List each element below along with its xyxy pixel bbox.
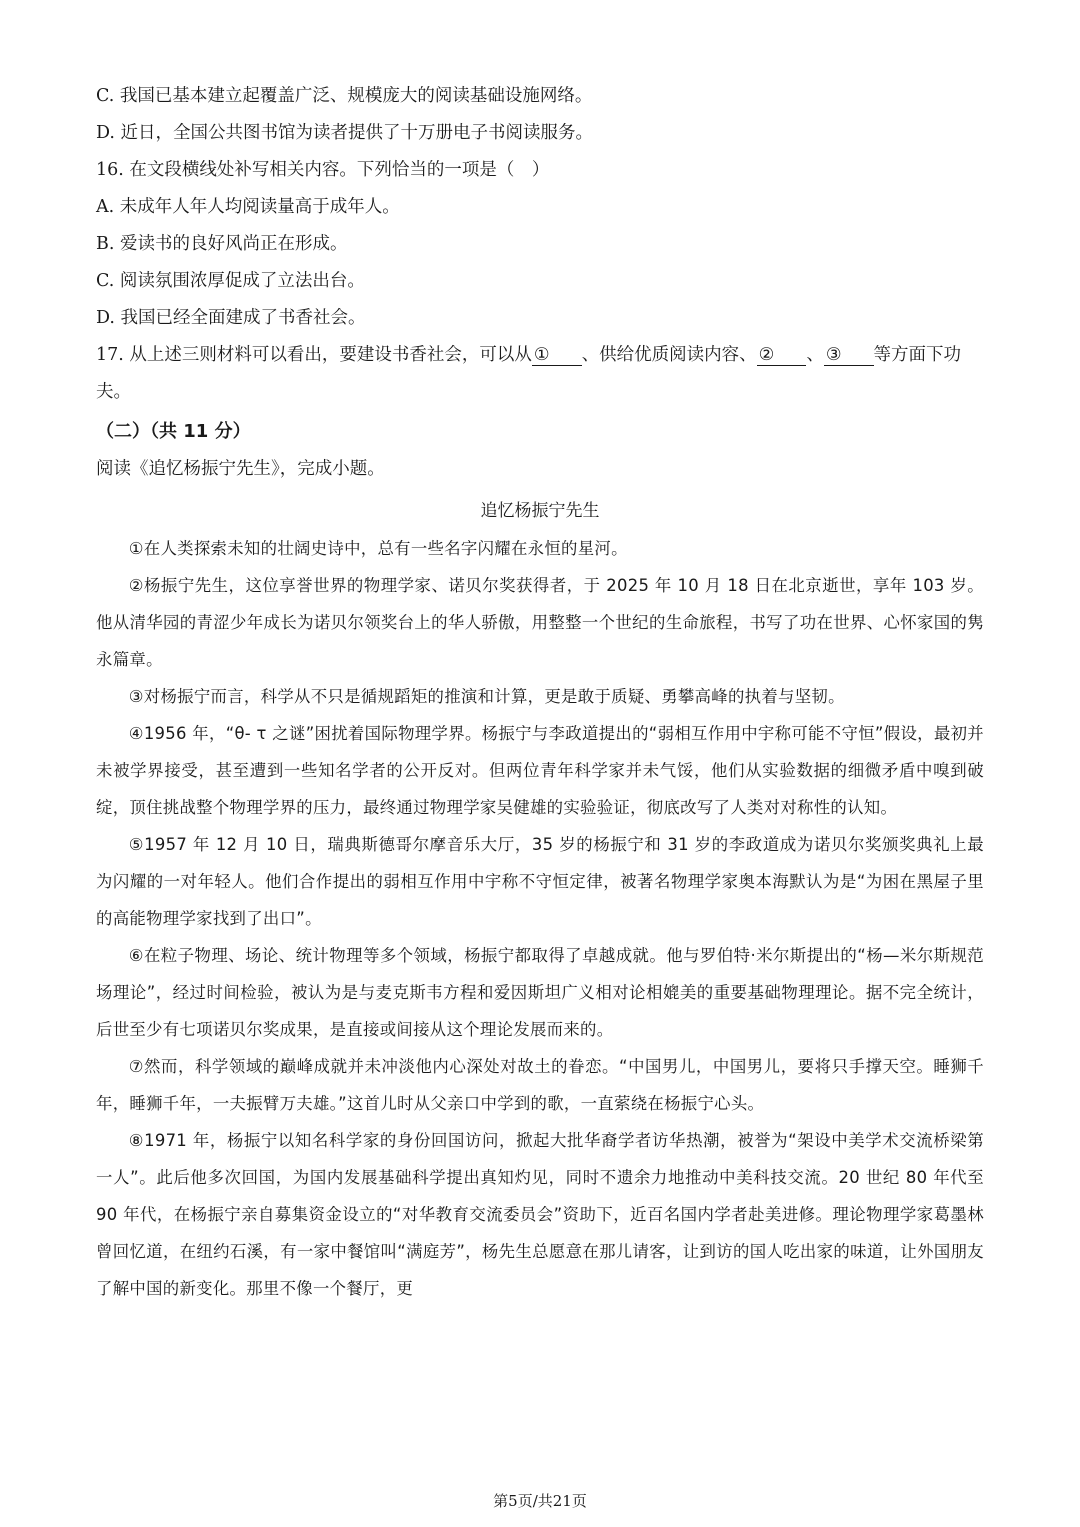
q17-text-3: 等方面下功夫。	[96, 345, 962, 402]
article-paragraph-1: ①在人类探索未知的壮阔史诗中，总有一些名字闪耀在永恒的星河。	[128, 539, 628, 558]
article-paragraph-8: ⑧1971 年，杨振宁以知名科学家的身份回国访问，掀起大批华裔学者访华热潮，被誉为“架设中美学术交流桥梁第一人”。此后他多次回国，为国内发展基础科学提出真知灼见，同时不遗余力地推动中美科技交流。20 世纪 80 年代至 90 年代，在杨振宁亲自募集资金设立的“对华教育交流委员会”资助下，近百名国内学者赴美进修。理论物理学家葛墨林曾回忆道，在纽约石溪，有一家中餐馆叫“满庭芳”，杨先生总愿意在那儿请客，让到访的国人吃出家的味道，让外国朋友了解中国的新变化。那里不像一个餐厅，更	[96, 1131, 984, 1298]
article-paragraph-2: ②杨振宁先生，这位享誉世界的物理学家、诺贝尔奖获得者，于 2025 年 10 月 18 日在北京逝世，享年 103 岁。他从清华园的青涩少年成长为诺贝尔领奖台上的华人骄傲，用整整一个世纪的生命旅程，书写了功在世界、心怀家国的隽永篇章。	[96, 576, 984, 669]
q16-option-b: B. 爱读书的良好风尚正在形成。	[96, 234, 348, 254]
document-page	[96, 78, 984, 1307]
page-number: 第5页/共21页	[493, 1492, 587, 1510]
q17-stem	[96, 337, 984, 411]
article-title: 追忆杨振宁先生	[480, 501, 600, 521]
q17-blank-1: ①	[532, 345, 582, 366]
article-paragraph-3: ③对杨振宁而言，科学从不只是循规蹈矩的推演和计算，更是敢于质疑、勇攀高峰的执着与坚韧。	[128, 687, 845, 706]
q16-option-c: C. 阅读氛围浓厚促成了立法出台。	[96, 271, 365, 291]
section-heading: （二）（共 11 分）	[96, 421, 251, 442]
q17-text-1: 17. 从上述三则材料可以看出，要建设书香社会，可以从	[96, 345, 532, 365]
section-instruction: 阅读《追忆杨振宁先生》，完成小题。	[96, 459, 385, 479]
q17-separator: 、	[806, 345, 824, 365]
article-paragraph-6: ⑥在粒子物理、场论、统计物理等多个领域，杨振宁都取得了卓越成就。他与罗伯特·米尔斯提出的“杨—米尔斯规范场理论”，经过时间检验，被认为是与麦克斯韦方程和爱因斯坦广义相对论相媲美的重要基础物理理论。据不完全统计，后世至少有七项诺贝尔奖成果，是直接或间接从这个理论发展而来的。	[96, 946, 984, 1039]
q17-blank-3: ③	[824, 345, 874, 366]
q17-blank-2: ②	[757, 345, 807, 366]
article-paragraph-4: ④1956 年，“θ- τ 之谜”困扰着国际物理学界。杨振宁与李政道提出的“弱相互作用中宇称可能不守恒”假设，最初并未被学界接受，甚至遭到一些知名学者的公开反对。但两位青年科学家并未气馁，他们从实验数据的细微矛盾中嗅到破绽，顶住挑战整个物理学界的压力，最终通过物理学家吴健雄的实验验证，彻底改写了人类对对称性的认知。	[96, 724, 984, 817]
q15-option-c: C. 我国已基本建立起覆盖广泛、规模庞大的阅读基础设施网络。	[96, 86, 593, 106]
q16-option-d: D. 我国已经全面建成了书香社会。	[96, 308, 366, 328]
q15-option-d: D. 近日，全国公共图书馆为读者提供了十万册电子书阅读服务。	[96, 123, 594, 143]
q16-stem: 16. 在文段横线处补写相关内容。下列恰当的一项是（ ）	[96, 160, 550, 180]
q16-option-a: A. 未成年人年人均阅读量高于成年人。	[96, 197, 400, 217]
article-paragraph-7: ⑦然而，科学领域的巅峰成就并未冲淡他内心深处对故土的眷恋。“中国男儿，中国男儿，要将只手撑天空。睡狮千年，睡狮千年，一夫振臂万夫雄。”这首儿时从父亲口中学到的歌，一直萦绕在杨振宁心头。	[96, 1057, 984, 1113]
q17-text-2: 、供给优质阅读内容、	[581, 345, 757, 365]
article-paragraph-5: ⑤1957 年 12 月 10 日，瑞典斯德哥尔摩音乐大厅，35 岁的杨振宁和 31 岁的李政道成为诺贝尔奖颁奖典礼上最为闪耀的一对年轻人。他们合作提出的弱相互作用中宇称不守恒定律，被著名物理学家奥本海默认为是“为困在黑屋子里的高能物理学家找到了出口”。	[96, 835, 984, 928]
